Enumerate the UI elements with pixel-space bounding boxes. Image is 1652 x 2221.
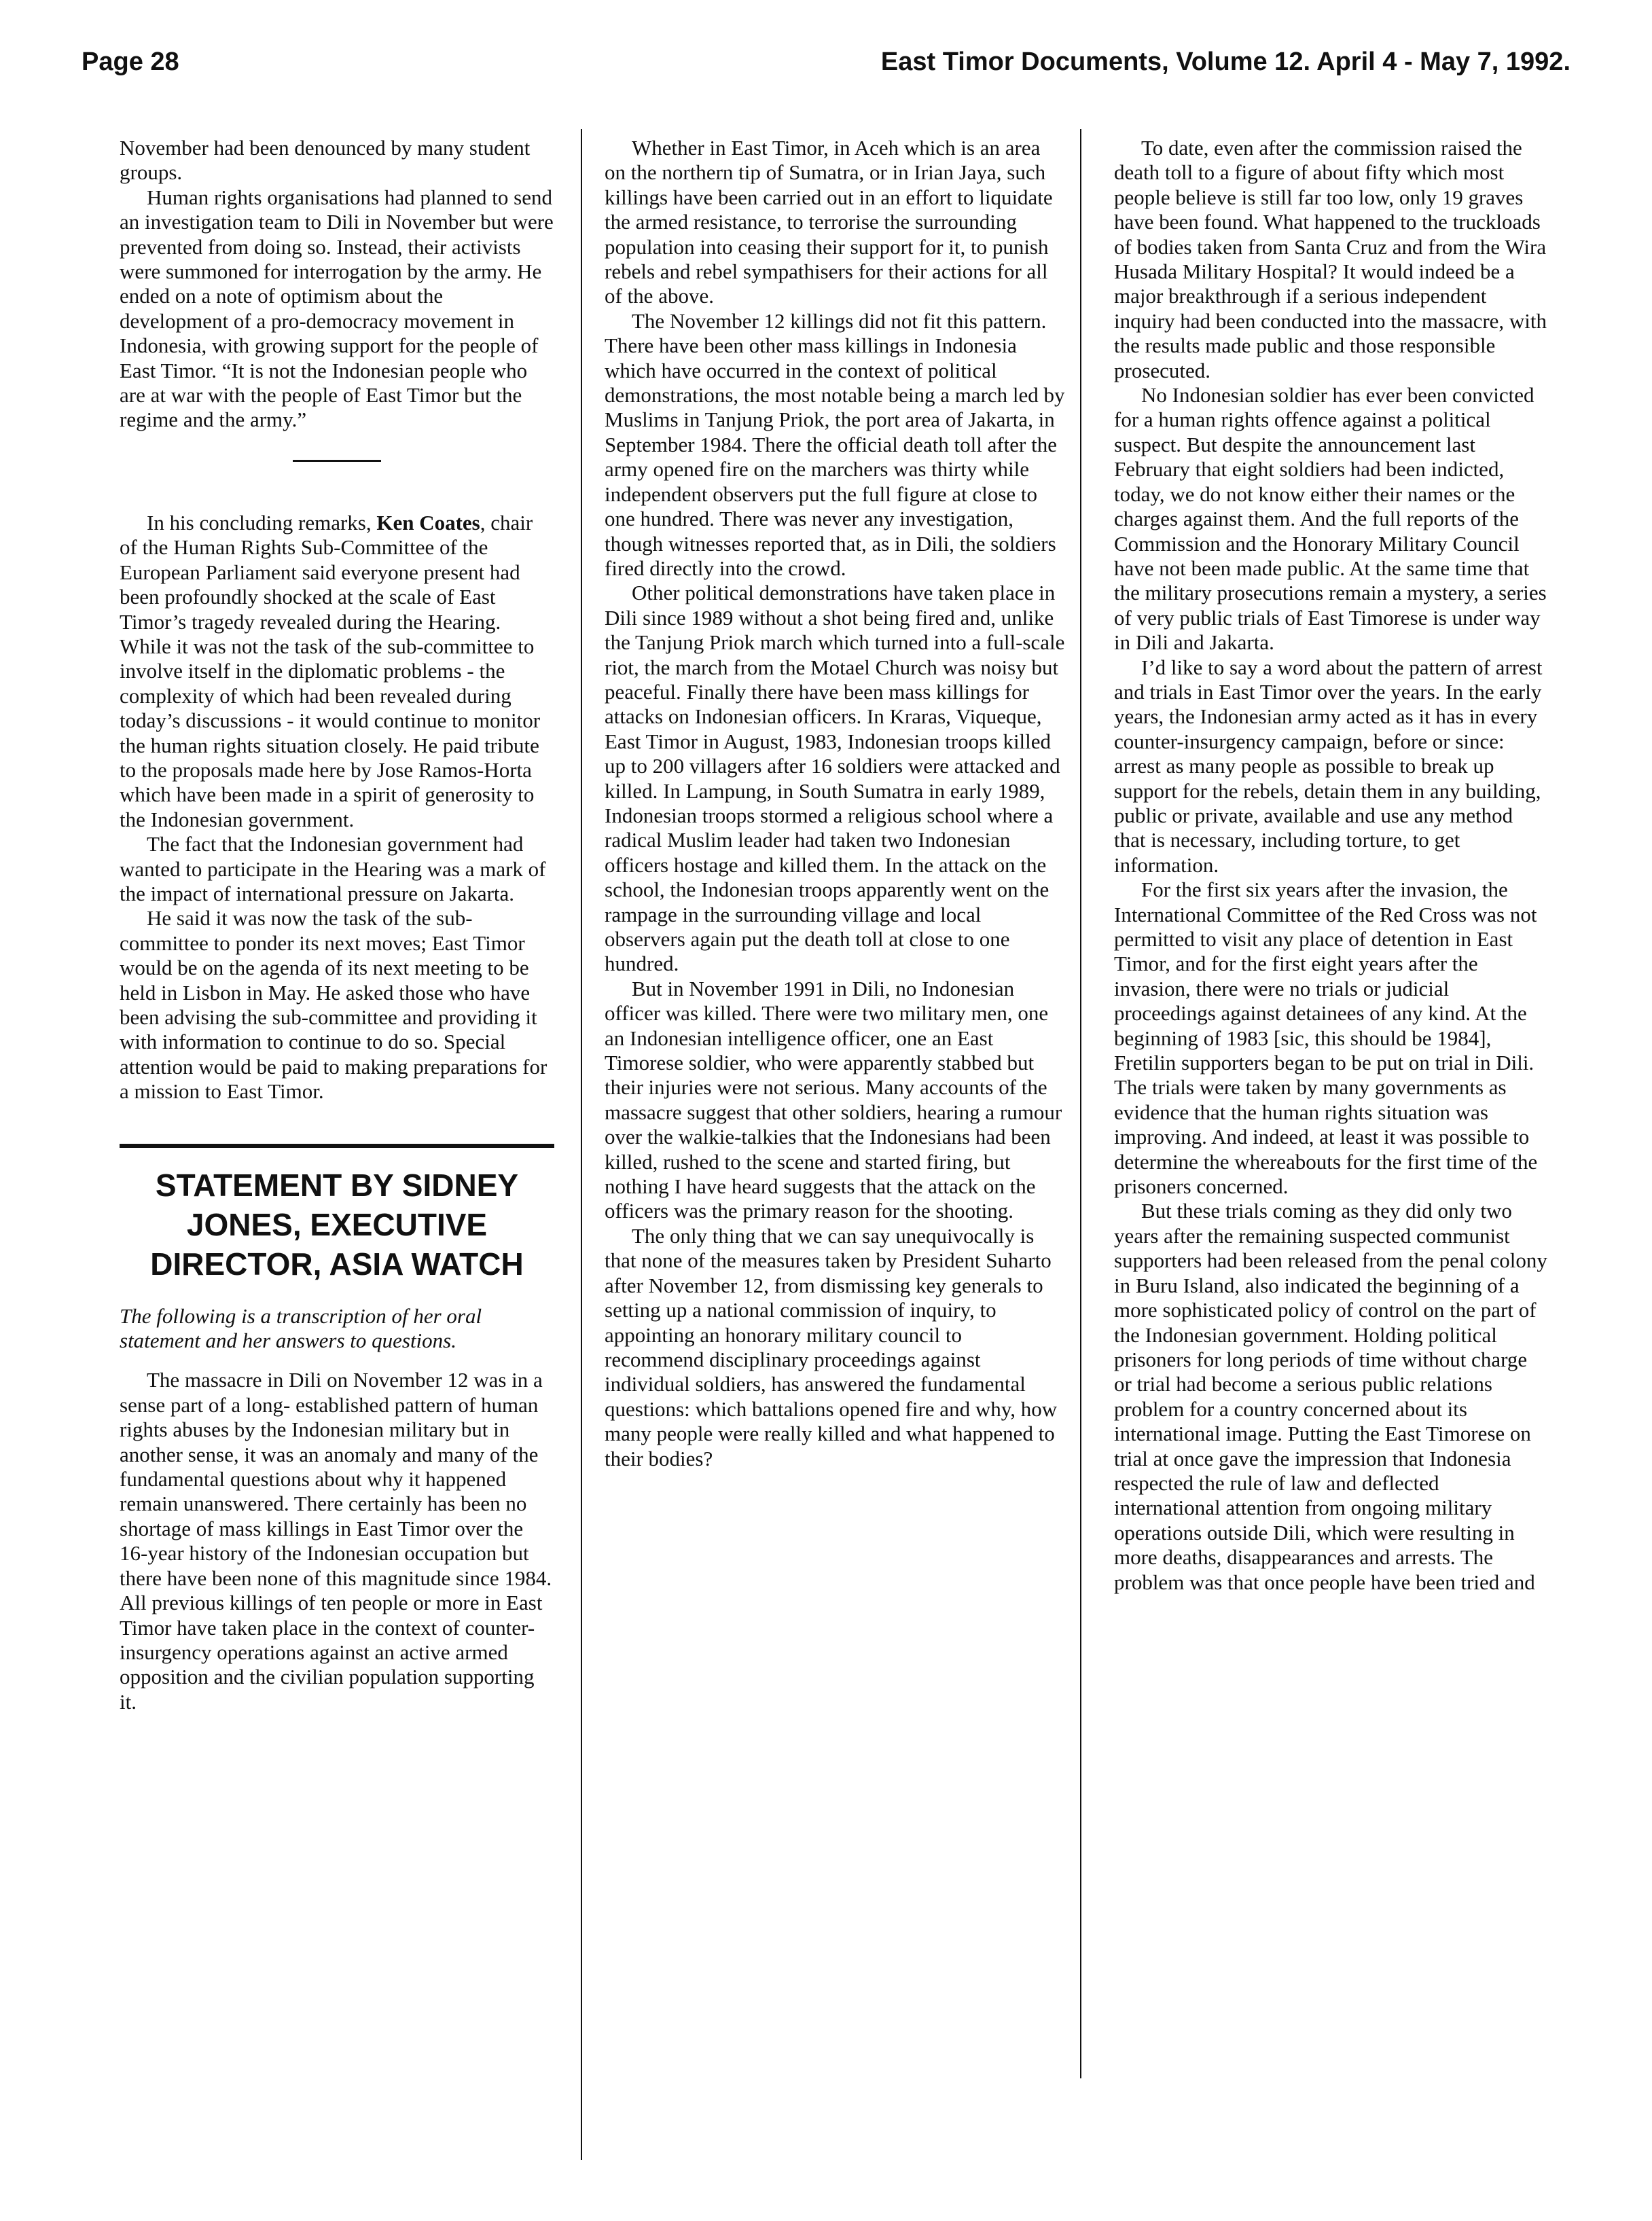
italic-intro: The following is a transcription of her oral statement and her answers to questions.	[120, 1303, 482, 1353]
publication-title: East Timor Documents, Volume 12. April 4 - May 7, 1992.	[880, 48, 1570, 76]
column-divider-1	[581, 129, 582, 2160]
paragraph: To date, even after the commission raised the death toll to a figure of about fifty which most people believe is still far too low, only 19 graves have been found. What happened to the truckloads of bodies taken from Santa Cruz and from the Wira Husada Military Hospital? It would indeed be a major breakthrough if a serious independent inquiry had been conducted into the massacre, with the results made public and those responsible prosecuted.	[1114, 136, 1547, 382]
column-divider-2	[1080, 129, 1081, 2078]
text-run: In his concluding remarks,	[147, 510, 377, 535]
paragraph	[120, 511, 554, 832]
paragraph: No Indonesian soldier has ever been convicted for a human rights offence against a political suspect. But despite the announcement last February that eight soldiers had been indicted, today, we do not know either their names or the charges against them. And the full reports of the Commission and the Honorary Military Council have not been made public. At the same time that the military prosecutions remain a mystery, a series of very public trials of East Timorese is under way in Dili and Jakarta.	[1114, 383, 1547, 655]
paragraph: The fact that the Indonesian government had wanted to participate in the Hearing was a mark of the impact of international pressure on Jakarta.	[120, 832, 546, 905]
paragraph: He said it was now the task of the sub-committee to ponder its next moves; East Timor would be on the agenda of its next meeting to be held in Lisbon in May. He asked those who have been advising the sub-committee and providing it with information to continue to do so. Special attention would be paid to making preparations for a mission to East Timor.	[120, 906, 547, 1104]
paragraph: The massacre in Dili on November 12 was in a sense part of a long- established pattern of human rights abuses by the Indonesian military but in another sense, it was an anomaly and many of the fundamental questions about why it happened remain unanswered. There certainly has been no shortage of mass killings in East Timor over the 16-year history of the Indonesian occupation but there have been none of this magnitude since 1984. All previous killings of ten people or more in East Timor have taken place in the context of counter-insurgency operations against an active armed opposition and the civilian population supporting it.	[120, 1368, 552, 1714]
section-separator	[293, 460, 381, 462]
page-number: Page 28	[82, 48, 179, 76]
headline-rule	[120, 1144, 554, 1148]
paragraph: The only thing that we can say unequivocally is that none of the measures taken by President Suharto after November 12, from dismissing key generals to setting up a national commission of inquiry, to appointing an honorary military council to recommend disciplinary proceedings against individual soldiers, has answered the fundamental questions: which battalions opened fire and why, how many people were really killed and what happened to their bodies?	[605, 1223, 1058, 1470]
section-headline: STATEMENT BY SIDNEY JONES, EXECUTIVE DIRECTOR, ASIA WATCH	[150, 1167, 524, 1282]
paragraph: For the first six years after the invasion, the International Committee of the Red Cross was not permitted to visit any place of detention in East Timor, and for the first eight years after the invasion, there were no trials or judicial proceedings against detainees of any kind. At the beginning of 1983 [sic, this should be 1984], Fretilin supporters began to be put on trial in Dili. The trials were taken by many governments as evidence that the human rights situation was improving. And indeed, at least it was possible to determine the whereabouts for the first time of the prisoners concerned.	[1114, 878, 1538, 1199]
paragraph: Whether in East Timor, in Aceh which is an area on the northern tip of Sumatra, or in Irian Jaya, such killings have been carried out in an effort to liquidate the armed resistance, to terrorise the surrounding population into ceasing their support for it, to punish rebels and rebel sympathisers for their actions for all of the above.	[605, 136, 1053, 308]
page-header	[82, 48, 1570, 88]
paragraph: But these trials coming as they did only two years after the remaining suspected communist supporters had been released from the penal colony in Buru Island, also indicated the beginning of a more sophisticated policy of control on the part of the Indonesian government. Holding political prisoners for long periods of time without charge or trial had become a serious public relations problem for a country concerned about its international image. Putting the East Timorese on trial at once gave the impression that Indonesia respected the rule of law and deflected international attention from ongoing military operations outside Dili, which were resulting in more deaths, disappearances and arrests. The problem was that once people have been tried and	[1114, 1199, 1547, 1594]
paragraph: But in November 1991 in Dili, no Indonesian officer was killed. There were two military men, one an Indonesian intelligence officer, one an East Timorese soldier, who were apparently stabbed but their injuries were not serious. Many accounts of the massacre suggest that other soldiers, hearing a rumour over the walkie-talkies that the Indonesians had been killed, rushed to the scene and started firing, but nothing I have heard suggests that the attack on the officers was the primary reason for the shooting.	[605, 976, 1062, 1223]
paragraph: Human rights organisations had planned to send an investigation team to Dili in November but were prevented from doing so. Instead, their activists were summoned for interrogation by the army. He ended on a note of optimism about the development of a pro-democracy movement in Indonesia, with growing support for the people of East Timor. “It is not the Indonesian people who are at war with the people of East Timor but the regime and the army.”	[120, 185, 554, 432]
paragraph: November had been denounced by many student groups.	[120, 136, 531, 185]
speaker-name: Ken Coates	[376, 510, 480, 535]
column-2	[605, 136, 1066, 1471]
paragraph: Other political demonstrations have taken place in Dili since 1989 without a shot being fired and, unlike the Tanjung Priok march which turned into a full-scale riot, the march from the Motael Church was noisy but peaceful. Finally there have been mass killings for attacks on Indonesian officers. In Kraras, Viqueque, East Timor in August, 1983, Indonesian troops killed up to 200 villagers after 16 soldiers were attacked and killed. In Lampung, in South Sumatra in early 1989, Indonesian troops stormed a religious school where a radical Muslim leader had taken two Indonesian officers hostage and killed them. In the attack on the school, the Indonesian troops apparently went on the rampage in the surrounding village and local observers again put the death toll at close to one hundred.	[605, 581, 1065, 976]
text-run: , chair of the Human Rights Sub-Committee of the European Parliament said everyone present had been profoundly shocked at the scale of East Timor’s tragedy revealed during the Hearing. While it was not the task of the sub-committee to involve itself in the diplomatic problems - the complexity of which had been revealed during today’s discussions - it would continue to monitor the human rights situation closely. He paid tribute to the proposals made here by Jose Ramos-Horta which have been made in a spirit of generosity to the Indonesian government.	[120, 510, 541, 831]
column-3	[1114, 136, 1549, 1595]
paragraph: I’d like to say a word about the pattern of arrest and trials in East Timor over the years. In the early years, the Indonesian army acted as it has in every counter-insurgency campaign, before or since: arrest as many people as possible to break up support for the rebels, detain them in any building, public or private, available and use any method that is necessary, including torture, to get information.	[1114, 655, 1543, 877]
paragraph: The November 12 killings did not fit this pattern. There have been other mass killings in Indonesia which have occurred in the context of political demonstrations, the most notable being a march led by Muslims in Tanjung Priok, the port area of Jakarta, in September 1984. There the official death toll after the army opened fire on the marchers was thirty while independent observers put the full figure at close to one hundred. There was never any investigation, though witnesses reported that, as in Dili, the soldiers fired directly into the crowd.	[605, 308, 1065, 580]
column-1	[120, 136, 554, 1714]
